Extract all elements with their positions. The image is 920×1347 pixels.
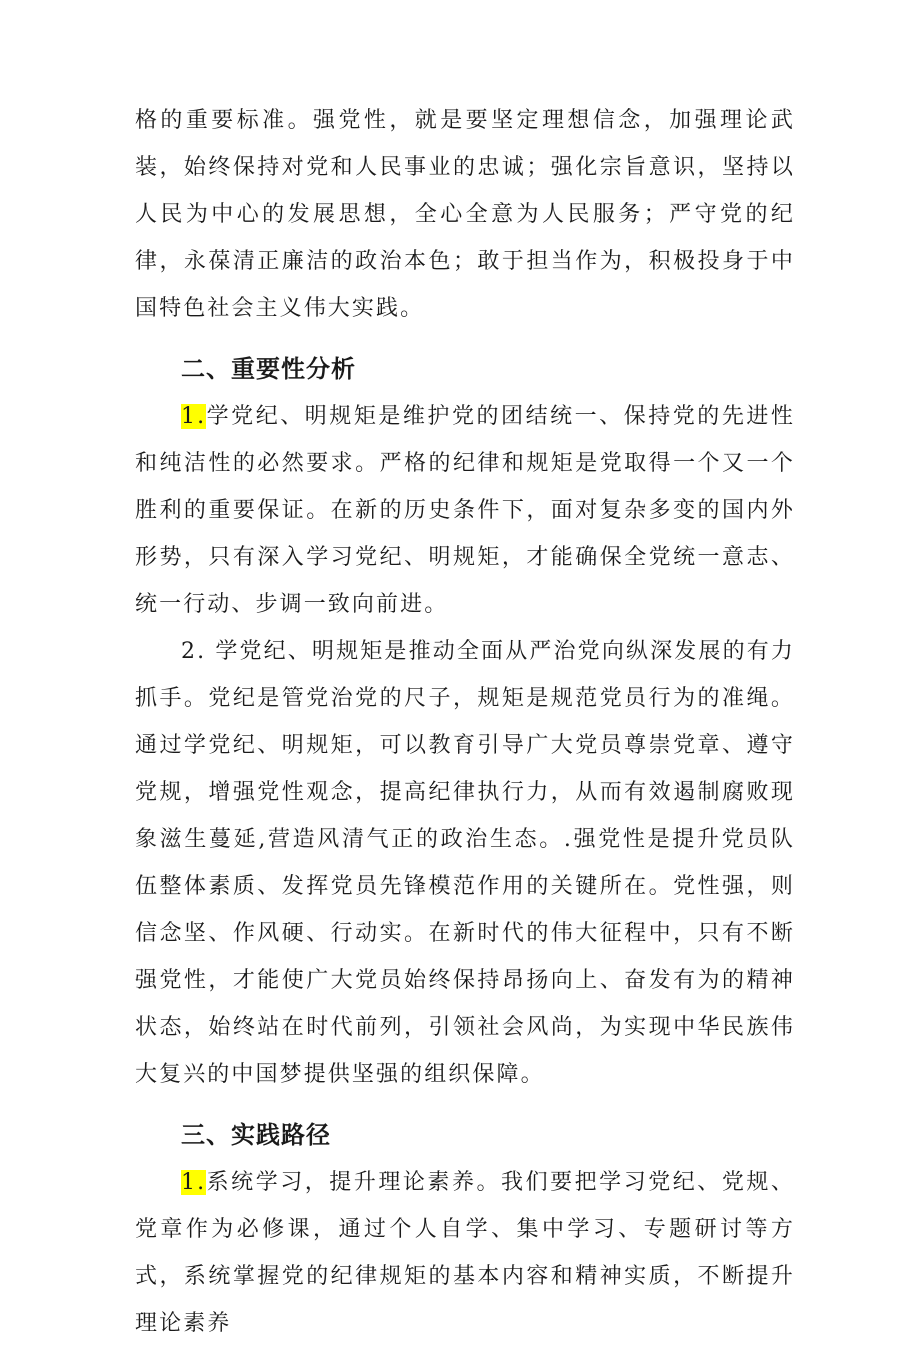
spacer [135,1098,795,1112]
highlighted-number: 1. [181,404,207,429]
paragraph-importance-1 [135,393,795,628]
paragraph-continued: 格的重要标准。强党性，就是要坚定理想信念，加强理论武装，始终保持对党和人民事业的忠诚；强化宗旨意识，坚持以人民为中心的发展思想，全心全意为人民服务；严守党的纪律，永葆清正廉洁的政治本色；敢于担当作为，积极投身于中国特色社会主义伟大实践。 [135,108,795,321]
document-page [135,97,795,1347]
spacer [135,332,795,346]
paragraph-text: 系统学习，提升理论素养。我们要把学习党纪、党规、党章作为必修课，通过个人自学、集中学习、专题研讨等方式，系统掌握党的纪律规矩的基本内容和精神实质，不断提升理论素养 [135,1170,795,1336]
section-heading-practice: 三、实践路径 [181,1121,331,1149]
paragraph-importance-2: 2. 学党纪、明规矩是推动全面从严治党向纵深发展的有力抓手。党纪是管党治党的尺子，规矩是规范党员行为的准绳。通过学党纪、明规矩，可以教育引导广大党员尊崇党章、遵守党规，增强党性观念，提高纪律执行力，从而有效遏制腐败现象滋生蔓延,营造风清气正的政治生态。.强党性是提升党员队伍整体素质、发挥党员先锋模范作用的关键所在。党性强，则信念坚、作风硬、行动实。在新时代的伟大征程中，只有不断强党性，才能使广大党员始终保持昂扬向上、奋发有为的精神状态，始终站在时代前列，引领社会风尚，为实现中华民族伟大复兴的中国梦提供坚强的组织保障。 [135,639,795,1087]
paragraph-practice-1 [135,1159,795,1347]
paragraph-text: 学党纪、明规矩是维护党的团结统一、保持党的先进性和纯洁性的必然要求。严格的纪律和规矩是党取得一个又一个胜利的重要保证。在新的历史条件下，面对复杂多变的国内外形势，只有深入学习党纪、明规矩，才能确保全党统一意志、统一行动、步调一致向前进。 [135,404,795,617]
highlighted-number: 1. [181,1170,207,1195]
section-heading-importance: 二、重要性分析 [181,355,356,383]
